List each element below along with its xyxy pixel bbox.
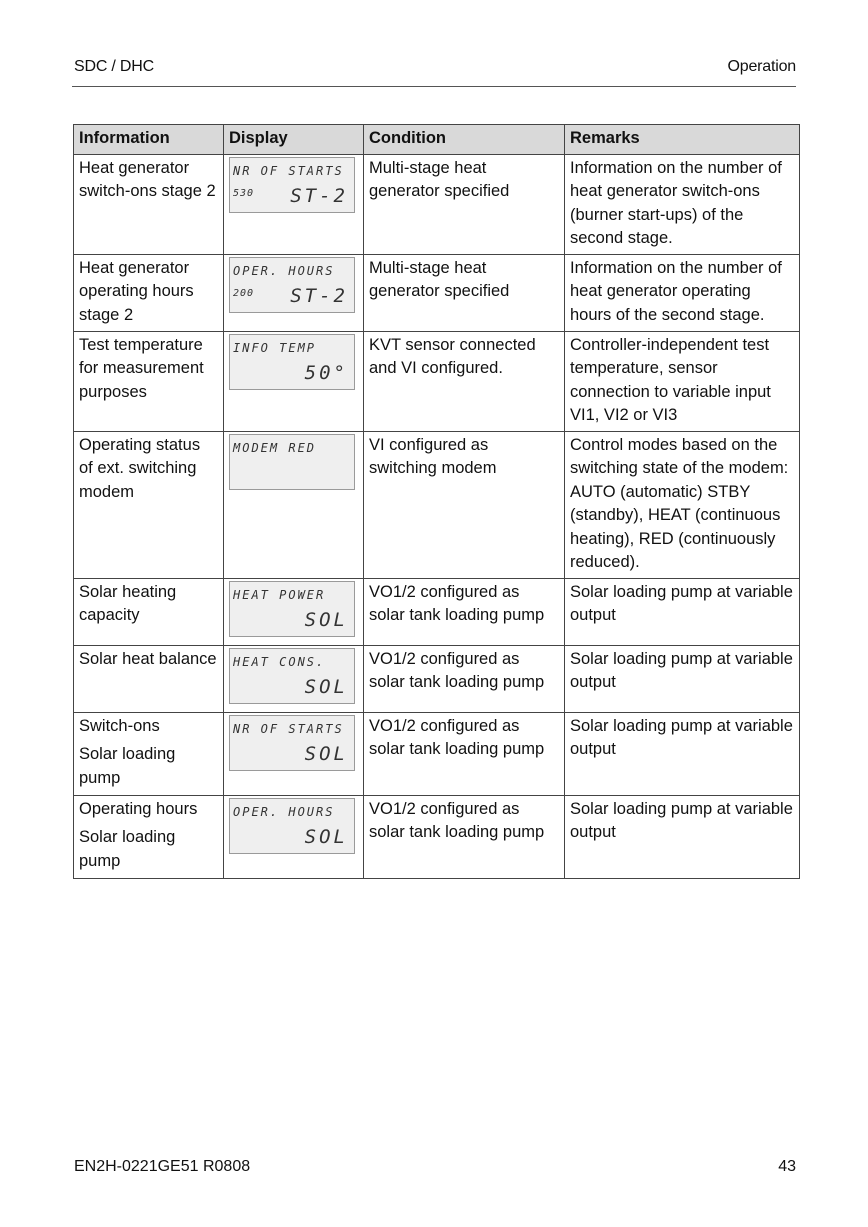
display-cell bbox=[224, 712, 364, 795]
header-title: SDC / DHC bbox=[74, 58, 154, 75]
lcd-top-text: OPER. HOURS bbox=[233, 804, 335, 819]
info-cell bbox=[74, 712, 224, 795]
column-header-display: Display bbox=[224, 125, 364, 155]
lcd-left-value: 200 bbox=[233, 288, 255, 299]
table-row bbox=[74, 431, 800, 578]
table-row bbox=[74, 331, 800, 431]
lcd-display bbox=[229, 581, 355, 637]
lcd-right-value: ST-2 bbox=[290, 185, 348, 207]
condition-cell: Multi-stage heat generator specified bbox=[364, 154, 565, 254]
column-header-information: Information bbox=[74, 125, 224, 155]
lcd-top-text: HEAT POWER bbox=[233, 587, 326, 602]
remarks-cell: Solar loading pump at variable output bbox=[565, 645, 800, 712]
info-cell: Solar heat balance bbox=[74, 645, 224, 712]
display-cell bbox=[224, 578, 364, 645]
remarks-cell: Control modes based on the switching state of the modem: AUTO (automatic) STBY (standby), HEAT (continuous heating), RED (continuously reduced). bbox=[565, 431, 800, 578]
info-cell: Operating status of ext. switching modem bbox=[74, 431, 224, 578]
lcd-top-text: MODEM RED bbox=[233, 440, 317, 455]
table-row bbox=[74, 254, 800, 331]
info-cell: Solar heating capacity bbox=[74, 578, 224, 645]
info-subtext: Solar loading pump bbox=[79, 745, 176, 787]
information-table bbox=[73, 124, 800, 879]
lcd-top-text: HEAT CONS. bbox=[233, 654, 326, 669]
info-cell bbox=[74, 795, 224, 878]
lcd-right-value: SOL bbox=[304, 826, 348, 848]
condition-cell: Multi-stage heat generator specified bbox=[364, 254, 565, 331]
lcd-top-text: OPER. HOURS bbox=[233, 263, 335, 278]
info-subtext: Solar loading pump bbox=[79, 828, 176, 870]
lcd-display bbox=[229, 257, 355, 313]
lcd-right-value: SOL bbox=[304, 743, 348, 765]
remarks-cell: Solar loading pump at variable output bbox=[565, 578, 800, 645]
remarks-cell: Information on the number of heat generator operating hours of the second stage. bbox=[565, 254, 800, 331]
table-header-row bbox=[74, 125, 800, 155]
display-cell bbox=[224, 645, 364, 712]
document-code: EN2H-0221GE51 R0808 bbox=[74, 1158, 251, 1175]
info-cell: Heat generator switch-ons stage 2 bbox=[74, 154, 224, 254]
info-cell: Test temperature for measurement purposes bbox=[74, 331, 224, 431]
lcd-display bbox=[229, 715, 355, 771]
display-cell bbox=[224, 795, 364, 878]
column-header-remarks: Remarks bbox=[565, 125, 800, 155]
remarks-cell: Solar loading pump at variable output bbox=[565, 795, 800, 878]
header-section: Operation bbox=[727, 58, 796, 75]
condition-cell: KVT sensor connected and VI configured. bbox=[364, 331, 565, 431]
lcd-right-value: ST-2 bbox=[290, 285, 348, 307]
lcd-display bbox=[229, 157, 355, 213]
page-number: 43 bbox=[778, 1158, 796, 1175]
column-header-condition: Condition bbox=[364, 125, 565, 155]
lcd-top-text: NR OF STARTS bbox=[233, 163, 344, 178]
table-row bbox=[74, 578, 800, 645]
condition-cell: VO1/2 configured as solar tank loading pump bbox=[364, 645, 565, 712]
display-cell bbox=[224, 431, 364, 578]
lcd-top-text: NR OF STARTS bbox=[233, 721, 344, 736]
lcd-left-value: 530 bbox=[233, 188, 255, 199]
header-divider bbox=[72, 86, 796, 87]
table-row bbox=[74, 795, 800, 878]
remarks-cell: Solar loading pump at variable output bbox=[565, 712, 800, 795]
table-row bbox=[74, 645, 800, 712]
remarks-cell: Controller-independent test temperature, sensor connection to variable input VI1, VI2 or VI3 bbox=[565, 331, 800, 431]
lcd-right-value: 50° bbox=[304, 362, 348, 384]
lcd-display bbox=[229, 798, 355, 854]
lcd-display bbox=[229, 648, 355, 704]
lcd-right-value: SOL bbox=[304, 609, 348, 631]
display-cell bbox=[224, 331, 364, 431]
info-cell: Heat generator operating hours stage 2 bbox=[74, 254, 224, 331]
info-text: Switch-ons bbox=[79, 716, 160, 735]
condition-cell: VI configured as switching modem bbox=[364, 431, 565, 578]
display-cell bbox=[224, 154, 364, 254]
lcd-display bbox=[229, 434, 355, 490]
table-row bbox=[74, 712, 800, 795]
remarks-cell: Information on the number of heat generator switch-ons (burner start-ups) of the second stage. bbox=[565, 154, 800, 254]
condition-cell: VO1/2 configured as solar tank loading pump bbox=[364, 578, 565, 645]
lcd-right-value: SOL bbox=[304, 676, 348, 698]
lcd-display bbox=[229, 334, 355, 390]
table-row bbox=[74, 154, 800, 254]
condition-cell: VO1/2 configured as solar tank loading pump bbox=[364, 712, 565, 795]
display-cell bbox=[224, 254, 364, 331]
condition-cell: VO1/2 configured as solar tank loading pump bbox=[364, 795, 565, 878]
info-text: Operating hours bbox=[79, 799, 198, 818]
lcd-top-text: INFO TEMP bbox=[233, 340, 317, 355]
